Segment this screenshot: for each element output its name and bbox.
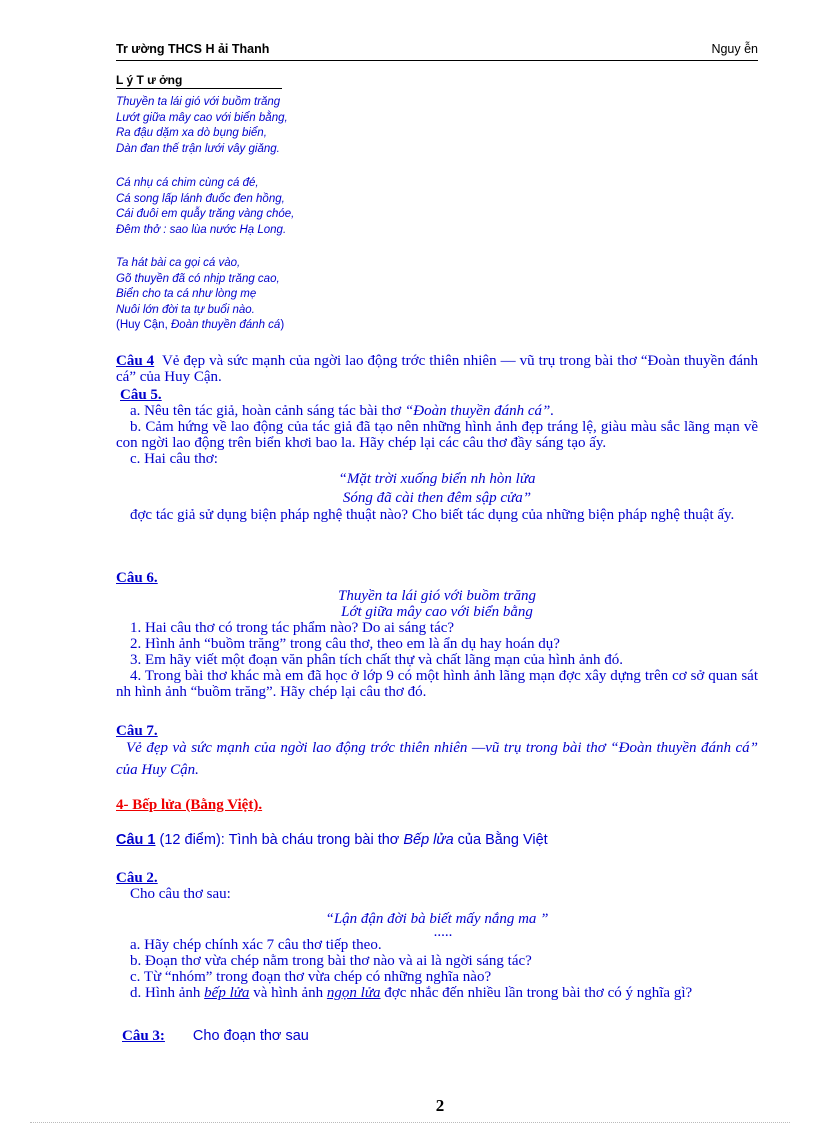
poem-line: Ra đậu dặm xa dò bụng biển, (116, 127, 267, 139)
poem-source: (Huy Cận, Đoàn thuyền đánh cá) (116, 319, 285, 331)
question-item-2: 2. Hình ảnh “buồm trăng” trong câu thơ, theo em là ẩn dụ hay hoán dụ? (130, 636, 560, 652)
question-label: Câu 3: (122, 1028, 165, 1044)
quote-line: Lớt giữa mây cao với biển bằng (341, 604, 533, 620)
question-label: Câu 4 (116, 353, 155, 369)
poem-line: Ta hát bài ca gọi cá vào, (116, 257, 241, 269)
question-item-3: 3. Em hãy viết một đoạn văn phân tích chất thự và chất lãng mạn của hình ảnh đó. (130, 652, 623, 668)
poem-line: Cá nhụ cá chim cùng cá đé, (116, 177, 259, 189)
work-title: Bếp lửa (403, 832, 454, 848)
question-item-c: c. Từ “nhóm” trong đoạn thơ vừa chép có những nghĩa nào? (130, 969, 492, 985)
section4-question-2 (116, 870, 758, 1001)
author-name: Nguy ễn (711, 42, 758, 56)
poem-line: Cá song lấp lánh đuốc đen hồng, (116, 192, 285, 205)
quote-line: Sóng đã cài then đêm sập cửa” (342, 490, 532, 506)
poem-line: Thuyền ta lái gió với buồm trăng (116, 96, 281, 108)
question-item-b: b. Đoạn thơ vừa chép nằm trong bài thơ nào và ai là ngời sáng tác? (130, 953, 532, 969)
section4-question-3 (122, 1028, 764, 1044)
section4-question-1: Câu 1 (12 điểm): Tình bà cháu trong bài thơ Bếp lửa của Bằng Việt (116, 832, 548, 848)
question-item-d: đợc tác giả sử dụng biện pháp nghệ thuật nào? Cho biết tác dụng của những biện pháp nghệ thuật ấy. (130, 507, 735, 523)
question-item-b: b. Cảm hứng về lao động của tác giả đã tạo nên những hình ảnh đẹp tráng lệ, giàu màu sắc lãng mạn về con ngời lao động trên biển khơi bao la. Hãy chép lại các câu thơ đầy sáng tạo ấy. (116, 419, 758, 451)
question-text: Vẻ đẹp và sức mạnh của ngời lao động trớc thiên nhiên —vũ trụ trong bài thơ “Đoàn thuyền đánh cá” của Huy Cận. (116, 740, 758, 778)
quote-ellipsis: ..... (433, 924, 453, 940)
question-item-d: d. Hình ảnh bếp lửa và hình ảnh ngọn lửa đợc nhắc đến nhiều lần trong bài thơ có ý nghĩa gì? (130, 985, 693, 1001)
question-label: Câu 6. (116, 570, 158, 586)
poem-stanza-2 (116, 176, 294, 238)
poem-line: Lướt giữa mây cao với biển bằng, (116, 111, 288, 124)
question-label: Câu 2. (116, 870, 158, 886)
question-item-4: 4. Trong bài thơ khác mà em đã học ở lớp 9 có một hình ảnh lãng mạn đợc xây dựng trên cơ sở quan sát nh hình ảnh “buồm trăng”. Hãy chép lại câu thơ đó. (116, 668, 758, 700)
poem-stanza-1 (116, 95, 288, 157)
poem-line: Gõ thuyền đã có nhịp trăng cao, (116, 272, 280, 285)
question-label: Câu 7. (116, 723, 158, 739)
work-title: “Đoàn thuyền đánh cá”. (404, 403, 555, 419)
question-6 (116, 570, 758, 700)
poem-source-work: Đoàn thuyền đánh cá (170, 319, 281, 331)
poem-line: Nuôi lớn đời ta tự buổi nào. (116, 303, 255, 316)
school-name: Tr ường THCS H ải Thanh (116, 42, 270, 56)
poem-stanza-3 (116, 256, 284, 334)
question-7 (116, 723, 758, 781)
poem-line: Dàn đan thế trận lưới vây giăng. (116, 142, 280, 155)
question-4 (116, 353, 758, 385)
question-item-1: 1. Hai câu thơ có trong tác phẩm nào? Do ai sáng tác? (130, 620, 455, 636)
keyword: bếp lửa (204, 985, 250, 1001)
question-5 (116, 387, 758, 523)
poem-title: L ý T ư ởng (116, 73, 282, 89)
quote-line: “Mặt trời xuống biển nh hòn lửa (338, 471, 536, 487)
question-intro: Cho câu thơ sau: (130, 886, 231, 902)
quote-line: Thuyền ta lái gió với buồm trăng (338, 588, 536, 604)
section-heading: 4- Bếp lửa (Bằng Việt). (116, 797, 263, 813)
question-label: Câu 1 (116, 832, 156, 848)
keyword: ngọn lửa (326, 985, 381, 1001)
question-item-c: c. Hai câu thơ: (130, 451, 218, 467)
quote-line: “Lận đận đời bà biết mấy nắng ma ” (325, 911, 549, 927)
question-label: Câu 5. (120, 387, 162, 403)
question-item-a: a. Nêu tên tác giả, hoàn cảnh sáng tác bài thơ “Đoàn thuyền đánh cá”. (130, 403, 555, 419)
poem-line: Đêm thở : sao lùa nước Hạ Long. (116, 223, 287, 236)
poem-line: Cái đuôi em quẫy trăng vàng chóe, (116, 208, 295, 220)
page-number: 2 (435, 1096, 445, 1115)
question-text: Cho đoạn thơ sau (192, 1028, 309, 1044)
poem-line: Biển cho ta cá như lòng mẹ (116, 288, 257, 300)
page-header (116, 42, 758, 61)
question-text: Vẻ đẹp và sức mạnh của ngời lao động trớc thiên nhiên — vũ trụ trong bài thơ “Đoàn thuyền đánh cá” của Huy Cận. (116, 353, 758, 385)
question-item-a: a. Hãy chép chính xác 7 câu thơ tiếp theo. (130, 937, 382, 953)
